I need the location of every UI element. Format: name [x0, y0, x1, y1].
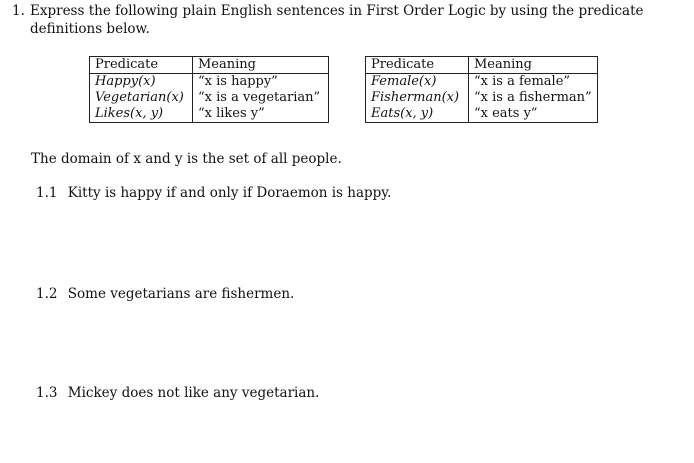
predicate-table-right	[365, 56, 598, 123]
table-row	[90, 74, 329, 91]
subquestion-number: 1.2	[36, 286, 58, 302]
subquestion-2	[36, 285, 294, 303]
meaning-cell: “x is happy”	[193, 74, 329, 91]
table-row	[366, 106, 598, 123]
table-row	[366, 90, 598, 106]
header-meaning: Meaning	[193, 57, 329, 74]
subquestion-text: Some vegetarians are fishermen.	[67, 286, 295, 302]
subquestion-number: 1.1	[36, 185, 58, 201]
meaning-cell: “x eats y”	[469, 106, 598, 123]
predicate-cell: Vegetarian(x)	[90, 90, 193, 106]
predicate-cell: Female(x)	[366, 74, 469, 91]
subquestion-3	[36, 384, 319, 402]
predicate-cell: Happy(x)	[90, 74, 193, 91]
table-header-row	[366, 57, 598, 74]
subquestion-number: 1.3	[36, 385, 58, 401]
header-meaning: Meaning	[469, 57, 598, 74]
meaning-cell: “x is a fisherman”	[469, 90, 598, 106]
table-row	[90, 90, 329, 106]
subquestion-text: Mickey does not like any vegetarian.	[67, 385, 320, 401]
table-row	[90, 106, 329, 123]
meaning-cell: “x is a vegetarian”	[193, 90, 329, 106]
meaning-cell: “x likes y”	[193, 106, 329, 123]
predicate-cell: Likes(x, y)	[90, 106, 193, 123]
predicate-cell: Fisherman(x)	[366, 90, 469, 106]
subquestion-text: Kitty is happy if and only if Doraemon is happy.	[67, 185, 392, 201]
table-row	[366, 74, 598, 91]
question-text: Express the following plain English sentences in First Order Logic by using the predicate definitions below.	[30, 3, 644, 37]
table-header-row	[90, 57, 329, 74]
meaning-cell: “x is a female”	[469, 74, 598, 91]
domain-statement: The domain of x and y is the set of all people.	[31, 151, 342, 167]
header-predicate: Predicate	[90, 57, 193, 74]
question-number: 1.	[12, 3, 25, 19]
predicate-cell: Eats(x, y)	[366, 106, 469, 123]
header-predicate: Predicate	[366, 57, 469, 74]
predicate-table-left	[89, 56, 329, 123]
subquestion-1	[36, 184, 391, 202]
